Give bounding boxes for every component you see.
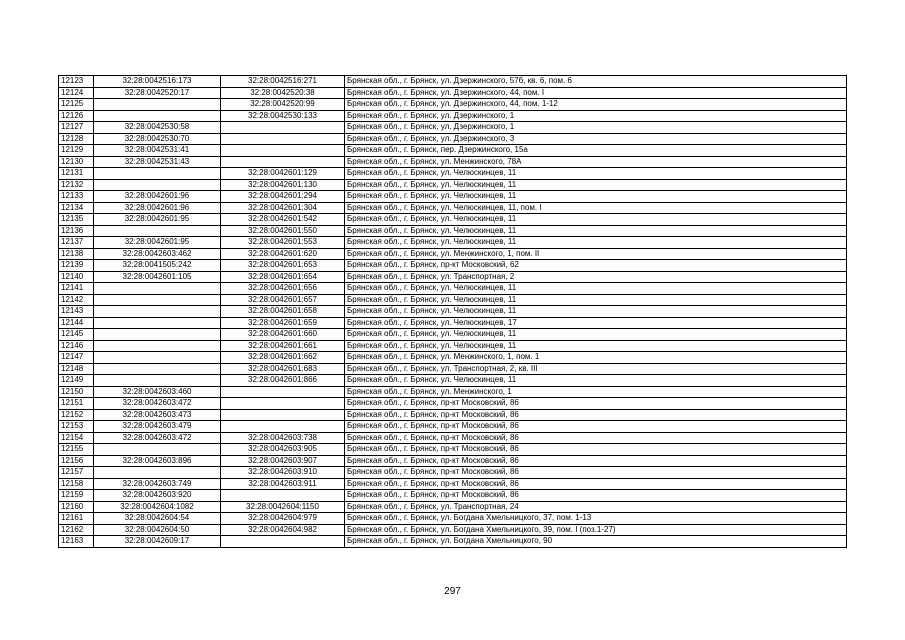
row-number-cell: 12153 — [59, 421, 94, 433]
address-cell: Брянская обл., г. Брянск, ул. Челюскинцев, 11 — [345, 168, 847, 180]
cadastral-number-cell — [94, 225, 221, 237]
object-cadastral-number-cell: 32:28:0042603:910 — [221, 467, 345, 479]
row-number-cell: 12154 — [59, 432, 94, 444]
table-row — [59, 536, 847, 548]
row-number-cell: 12143 — [59, 306, 94, 318]
table-row — [59, 398, 847, 410]
object-cadastral-number-cell: 32:28:0042601:130 — [221, 179, 345, 191]
cadastral-number-cell — [94, 306, 221, 318]
row-number-cell: 12161 — [59, 513, 94, 525]
object-cadastral-number-cell — [221, 490, 345, 502]
address-cell: Брянская обл., г. Брянск, пр-кт Московский, 86 — [345, 444, 847, 456]
cadastral-number-cell — [94, 352, 221, 364]
address-cell: Брянская обл., г. Брянск, ул. Менжинского, 1, пом. II — [345, 248, 847, 260]
cadastral-number-cell — [94, 317, 221, 329]
address-cell: Брянская обл., г. Брянск, пр-кт Московский, 86 — [345, 421, 847, 433]
object-cadastral-number-cell — [221, 133, 345, 145]
cadastral-number-cell: 32:28:0042601:96 — [94, 191, 221, 203]
row-number-cell: 12137 — [59, 237, 94, 249]
row-number-cell: 12139 — [59, 260, 94, 272]
cadastral-number-cell: 32:28:0042604:1082 — [94, 501, 221, 513]
address-cell: Брянская обл., г. Брянск, пр-кт Московский, 62 — [345, 260, 847, 272]
row-number-cell: 12123 — [59, 76, 94, 88]
table-row — [59, 317, 847, 329]
row-number-cell: 12151 — [59, 398, 94, 410]
table-body — [59, 76, 847, 548]
address-cell: Брянская обл., г. Брянск, ул. Менжинского, 1, пом. 1 — [345, 352, 847, 364]
address-cell: Брянская обл., г. Брянск, ул. Челюскинцев, 11 — [345, 179, 847, 191]
object-cadastral-number-cell: 32:28:0042601:657 — [221, 294, 345, 306]
cadastral-number-cell: 32:28:0042603:749 — [94, 478, 221, 490]
table-row — [59, 444, 847, 456]
address-cell: Брянская обл., г. Брянск, пр-кт Московский, 86 — [345, 398, 847, 410]
row-number-cell: 12157 — [59, 467, 94, 479]
table-row — [59, 421, 847, 433]
table-row — [59, 294, 847, 306]
object-cadastral-number-cell: 32:28:0042520:99 — [221, 99, 345, 111]
cadastral-number-cell — [94, 363, 221, 375]
table-row — [59, 363, 847, 375]
object-cadastral-number-cell: 32:28:0042601:304 — [221, 202, 345, 214]
table-row — [59, 76, 847, 88]
row-number-cell: 12156 — [59, 455, 94, 467]
row-number-cell: 12160 — [59, 501, 94, 513]
row-number-cell: 12128 — [59, 133, 94, 145]
table-row — [59, 306, 847, 318]
address-cell: Брянская обл., г. Брянск, пер. Дзержинского, 15а — [345, 145, 847, 157]
row-number-cell: 12155 — [59, 444, 94, 456]
cadastral-number-cell — [94, 294, 221, 306]
object-cadastral-number-cell — [221, 122, 345, 134]
object-cadastral-number-cell: 32:28:0042603:911 — [221, 478, 345, 490]
cadastral-number-cell: 32:28:0042516:173 — [94, 76, 221, 88]
object-cadastral-number-cell: 32:28:0042601:656 — [221, 283, 345, 295]
cadastral-number-cell: 32:28:0042603:472 — [94, 432, 221, 444]
address-cell: Брянская обл., г. Брянск, ул. Дзержинского, 3 — [345, 133, 847, 145]
row-number-cell: 12136 — [59, 225, 94, 237]
cadastral-number-cell — [94, 375, 221, 387]
address-cell: Брянская обл., г. Брянск, ул. Челюскинцев, 11 — [345, 294, 847, 306]
property-register-table — [58, 75, 847, 548]
cadastral-number-cell: 32:28:0042609:17 — [94, 536, 221, 548]
table-row — [59, 524, 847, 536]
object-cadastral-number-cell: 32:28:0042520:38 — [221, 87, 345, 99]
cadastral-number-cell: 32:28:0042601:105 — [94, 271, 221, 283]
table-row — [59, 191, 847, 203]
table-row — [59, 501, 847, 513]
address-cell: Брянская обл., г. Брянск, ул. Менжинского, 1 — [345, 386, 847, 398]
table-row — [59, 340, 847, 352]
address-cell: Брянская обл., г. Брянск, ул. Менжинского, 78А — [345, 156, 847, 168]
object-cadastral-number-cell: 32:28:0042601:294 — [221, 191, 345, 203]
object-cadastral-number-cell — [221, 421, 345, 433]
object-cadastral-number-cell: 32:28:0042601:542 — [221, 214, 345, 226]
cadastral-number-cell — [94, 444, 221, 456]
object-cadastral-number-cell: 32:28:0042601:661 — [221, 340, 345, 352]
table-row — [59, 168, 847, 180]
address-cell: Брянская обл., г. Брянск, ул. Челюскинцев, 11 — [345, 214, 847, 226]
table-row — [59, 352, 847, 364]
cadastral-number-cell: 32:28:0042531:41 — [94, 145, 221, 157]
object-cadastral-number-cell: 32:28:0042601:866 — [221, 375, 345, 387]
object-cadastral-number-cell — [221, 386, 345, 398]
row-number-cell: 12131 — [59, 168, 94, 180]
cadastral-number-cell: 32:28:0042603:479 — [94, 421, 221, 433]
address-cell: Брянская обл., г. Брянск, ул. Дзержинского, 57б, кв. 6, пом. 6 — [345, 76, 847, 88]
address-cell: Брянская обл., г. Брянск, пр-кт Московский, 86 — [345, 409, 847, 421]
table-row — [59, 145, 847, 157]
cadastral-number-cell: 32:28:0042603:460 — [94, 386, 221, 398]
table-row — [59, 133, 847, 145]
object-cadastral-number-cell: 32:28:0042601:660 — [221, 329, 345, 341]
address-cell: Брянская обл., г. Брянск, ул. Дзержинского, 1 — [345, 122, 847, 134]
address-cell: Брянская обл., г. Брянск, ул. Челюскинцев, 11 — [345, 225, 847, 237]
object-cadastral-number-cell: 32:28:0042603:738 — [221, 432, 345, 444]
cadastral-number-cell: 32:28:0042603:462 — [94, 248, 221, 260]
cadastral-number-cell — [94, 340, 221, 352]
object-cadastral-number-cell: 32:28:0042603:907 — [221, 455, 345, 467]
address-cell: Брянская обл., г. Брянск, ул. Челюскинцев, 11 — [345, 306, 847, 318]
cadastral-number-cell — [94, 179, 221, 191]
cadastral-number-cell — [94, 329, 221, 341]
object-cadastral-number-cell: 32:28:0042601:659 — [221, 317, 345, 329]
object-cadastral-number-cell: 32:28:0042604:982 — [221, 524, 345, 536]
row-number-cell: 12147 — [59, 352, 94, 364]
table-row — [59, 467, 847, 479]
table-row — [59, 214, 847, 226]
table-row — [59, 87, 847, 99]
address-cell: Брянская обл., г. Брянск, ул. Дзержинского, 1 — [345, 110, 847, 122]
cadastral-number-cell — [94, 110, 221, 122]
address-cell: Брянская обл., г. Брянск, ул. Богдана Хмельницкого, 39, пом. I (поз.1-27) — [345, 524, 847, 536]
address-cell: Брянская обл., г. Брянск, пр-кт Московский, 86 — [345, 490, 847, 502]
cadastral-number-cell: 32:28:0042531:43 — [94, 156, 221, 168]
object-cadastral-number-cell: 32:28:0042601:620 — [221, 248, 345, 260]
row-number-cell: 12163 — [59, 536, 94, 548]
cadastral-number-cell: 32:28:0042603:920 — [94, 490, 221, 502]
object-cadastral-number-cell: 32:28:0042601:653 — [221, 260, 345, 272]
cadastral-number-cell — [94, 99, 221, 111]
address-cell: Брянская обл., г. Брянск, пр-кт Московский, 86 — [345, 432, 847, 444]
object-cadastral-number-cell — [221, 398, 345, 410]
table-row — [59, 455, 847, 467]
cadastral-number-cell: 32:28:0042604:50 — [94, 524, 221, 536]
object-cadastral-number-cell: 32:28:0042601:683 — [221, 363, 345, 375]
address-cell: Брянская обл., г. Брянск, ул. Богдана Хмельницкого, 37, пом. 1-13 — [345, 513, 847, 525]
row-number-cell: 12162 — [59, 524, 94, 536]
table-row — [59, 432, 847, 444]
row-number-cell: 12140 — [59, 271, 94, 283]
table-row — [59, 179, 847, 191]
object-cadastral-number-cell: 32:28:0042601:550 — [221, 225, 345, 237]
row-number-cell: 12127 — [59, 122, 94, 134]
row-number-cell: 12132 — [59, 179, 94, 191]
table-row — [59, 513, 847, 525]
row-number-cell: 12135 — [59, 214, 94, 226]
table-row — [59, 122, 847, 134]
address-cell: Брянская обл., г. Брянск, ул. Богдана Хмельницкого, 90 — [345, 536, 847, 548]
cadastral-number-cell: 32:28:0042601:96 — [94, 202, 221, 214]
page-number: 297 — [444, 586, 461, 597]
object-cadastral-number-cell: 32:28:0042601:662 — [221, 352, 345, 364]
row-number-cell: 12138 — [59, 248, 94, 260]
object-cadastral-number-cell — [221, 156, 345, 168]
address-cell: Брянская обл., г. Брянск, ул. Транспортная, 24 — [345, 501, 847, 513]
table-row — [59, 237, 847, 249]
cadastral-number-cell: 32:28:0042601:95 — [94, 214, 221, 226]
address-cell: Брянская обл., г. Брянск, пр-кт Московский, 86 — [345, 467, 847, 479]
row-number-cell: 12158 — [59, 478, 94, 490]
table-row — [59, 156, 847, 168]
row-number-cell: 12133 — [59, 191, 94, 203]
row-number-cell: 12130 — [59, 156, 94, 168]
row-number-cell: 12134 — [59, 202, 94, 214]
row-number-cell: 12125 — [59, 99, 94, 111]
cadastral-number-cell: 32:28:0041505:242 — [94, 260, 221, 272]
row-number-cell: 12129 — [59, 145, 94, 157]
row-number-cell: 12142 — [59, 294, 94, 306]
table-row — [59, 225, 847, 237]
table-row — [59, 386, 847, 398]
cadastral-number-cell — [94, 467, 221, 479]
table-row — [59, 248, 847, 260]
address-cell: Брянская обл., г. Брянск, ул. Челюскинцев, 11 — [345, 375, 847, 387]
table-row — [59, 110, 847, 122]
row-number-cell: 12144 — [59, 317, 94, 329]
object-cadastral-number-cell: 32:28:0042601:553 — [221, 237, 345, 249]
object-cadastral-number-cell: 32:28:0042601:129 — [221, 168, 345, 180]
cadastral-number-cell: 32:28:0042530:70 — [94, 133, 221, 145]
cadastral-number-cell: 32:28:0042603:896 — [94, 455, 221, 467]
row-number-cell: 12145 — [59, 329, 94, 341]
object-cadastral-number-cell — [221, 145, 345, 157]
address-cell: Брянская обл., г. Брянск, ул. Челюскинцев, 11 — [345, 237, 847, 249]
address-cell: Брянская обл., г. Брянск, ул. Дзержинского, 44, пом. I — [345, 87, 847, 99]
object-cadastral-number-cell — [221, 536, 345, 548]
address-cell: Брянская обл., г. Брянск, ул. Челюскинцев, 11 — [345, 329, 847, 341]
address-cell: Брянская обл., г. Брянск, пр-кт Московский, 86 — [345, 455, 847, 467]
cadastral-number-cell: 32:28:0042603:473 — [94, 409, 221, 421]
table-row — [59, 478, 847, 490]
row-number-cell: 12150 — [59, 386, 94, 398]
table-row — [59, 329, 847, 341]
address-cell: Брянская обл., г. Брянск, ул. Челюскинцев, 11 — [345, 283, 847, 295]
cadastral-number-cell: 32:28:0042520:17 — [94, 87, 221, 99]
object-cadastral-number-cell: 32:28:0042516:271 — [221, 76, 345, 88]
cadastral-number-cell — [94, 283, 221, 295]
row-number-cell: 12149 — [59, 375, 94, 387]
address-cell: Брянская обл., г. Брянск, пр-кт Московский, 86 — [345, 478, 847, 490]
row-number-cell: 12126 — [59, 110, 94, 122]
table-row — [59, 99, 847, 111]
row-number-cell: 12159 — [59, 490, 94, 502]
address-cell: Брянская обл., г. Брянск, ул. Транспортная, 2 — [345, 271, 847, 283]
row-number-cell: 12148 — [59, 363, 94, 375]
object-cadastral-number-cell — [221, 409, 345, 421]
object-cadastral-number-cell: 32:28:0042604:1150 — [221, 501, 345, 513]
object-cadastral-number-cell: 32:28:0042530:133 — [221, 110, 345, 122]
address-cell: Брянская обл., г. Брянск, ул. Транспортная, 2, кв. III — [345, 363, 847, 375]
address-cell: Брянская обл., г. Брянск, ул. Челюскинцев, 11 — [345, 191, 847, 203]
row-number-cell: 12152 — [59, 409, 94, 421]
cadastral-number-cell — [94, 168, 221, 180]
table-row — [59, 409, 847, 421]
object-cadastral-number-cell: 32:28:0042604:979 — [221, 513, 345, 525]
table-row — [59, 283, 847, 295]
table-row — [59, 271, 847, 283]
table-row — [59, 202, 847, 214]
cadastral-number-cell: 32:28:0042604:54 — [94, 513, 221, 525]
table-row — [59, 375, 847, 387]
address-cell: Брянская обл., г. Брянск, ул. Челюскинцев, 11 — [345, 340, 847, 352]
row-number-cell: 12141 — [59, 283, 94, 295]
cadastral-number-cell: 32:28:0042601:95 — [94, 237, 221, 249]
table-row — [59, 260, 847, 272]
row-number-cell: 12124 — [59, 87, 94, 99]
cadastral-number-cell: 32:28:0042603:472 — [94, 398, 221, 410]
table-row — [59, 490, 847, 502]
object-cadastral-number-cell: 32:28:0042601:654 — [221, 271, 345, 283]
address-cell: Брянская обл., г. Брянск, ул. Челюскинцев, 17 — [345, 317, 847, 329]
cadastral-number-cell: 32:28:0042530:58 — [94, 122, 221, 134]
object-cadastral-number-cell: 32:28:0042603:905 — [221, 444, 345, 456]
address-cell: Брянская обл., г. Брянск, ул. Дзержинского, 44, пом. 1-12 — [345, 99, 847, 111]
object-cadastral-number-cell: 32:28:0042601:658 — [221, 306, 345, 318]
address-cell: Брянская обл., г. Брянск, ул. Челюскинцев, 11, пом. I — [345, 202, 847, 214]
row-number-cell: 12146 — [59, 340, 94, 352]
